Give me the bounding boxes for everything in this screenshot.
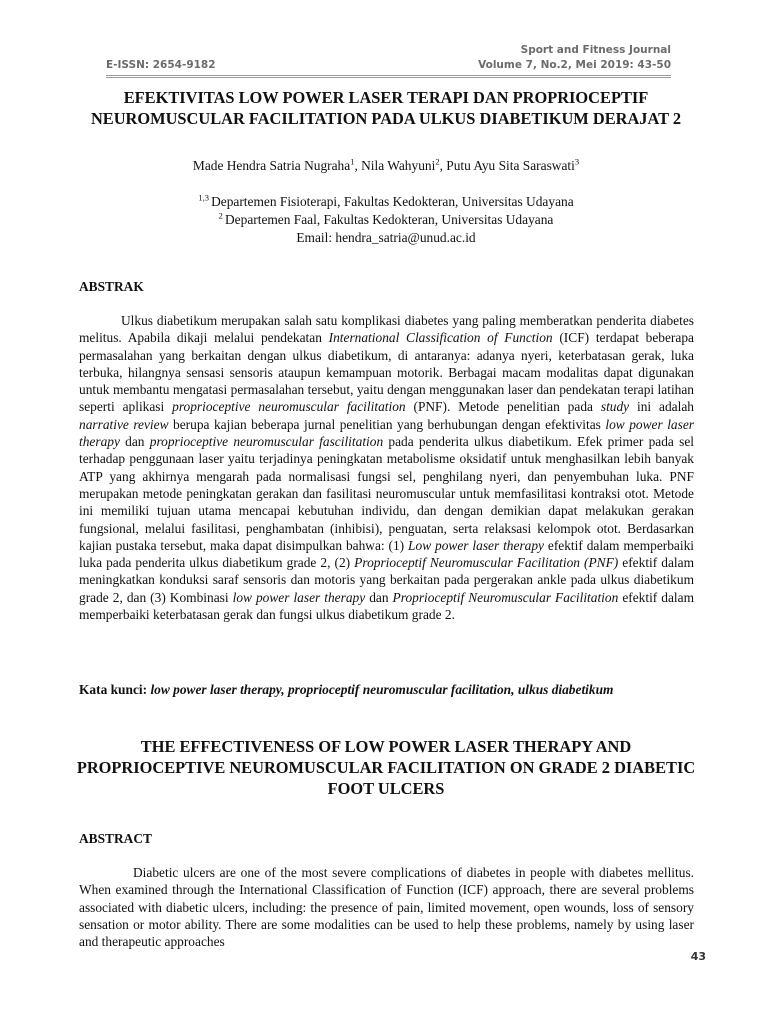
issn: E-ISSN: 2654-9182 — [106, 59, 216, 71]
abstrak-t3: (PNF). Metode penelitian pada — [405, 399, 601, 415]
abstract-paragraph: Diabetic ulcers are one of the most severe complications of diabetes in people with diabetes mellitus. When examined through the International Classification of Function (ICF) approach, there are several problems associated with diabetic ulcers, including: the presence of pain, limited movement, open wounds, loss of sensory sensation or motor ability. There are some modalities can be used to help these problems, namely by using laser and therapeutic approaches — [79, 865, 694, 950]
author-2-sup: 2 — [435, 156, 440, 167]
title-english: THE EFFECTIVENESS OF LOW POWER LASER THERAPY AND PROPRIOCEPTIVE NEUROMUSCULAR FACILITATION ON GRADE 2 DIABETIC FOOT ULCERS — [76, 737, 696, 798]
abstrak-t5: berupa kajian beberapa jurnal penelitian yang berhubungan dengan efektivitas — [168, 416, 606, 432]
abstrak-t9: efektif dalam meningkatkan konduksi saraf sensoris dan motoris yang berkaitan pada pergerakan ankle pada ulkus diabetikum grade 2, dan (3) Kombinasi — [79, 555, 694, 605]
authors — [70, 158, 702, 174]
page-number: 43 — [690, 950, 706, 963]
affiliation-2 — [70, 211, 702, 229]
affiliation-2-sup: 2 — [218, 210, 226, 221]
abstrak-t11: efektif dalam memperbaiki keterbatasan gerak dan fungsi ulkus diabetikum grade 2. — [79, 589, 694, 623]
abstrak-i7: Low power laser therapy — [408, 537, 544, 553]
abstrak-i8: Proprioceptif Neuromuscular Facilitation (PNF) — [354, 555, 619, 571]
volume-info: Volume 7, No.2, Mei 2019: 43-50 — [478, 59, 671, 71]
abstrak-t10: dan — [365, 589, 393, 605]
abstrak-paragraph — [79, 312, 694, 623]
abstrak-i6: proprioceptive neuromuscular fascilitation — [149, 434, 384, 450]
affiliation-2-text: Departemen Faal, Fakultas Kedokteran, Universitas Udayana — [225, 212, 554, 227]
abstrak-t1: Ulkus diabetikum merupakan salah satu komplikasi diabetes yang paling memberatkan penderita diabetes melitus. Apabila dikaji melalui pendekatan — [79, 313, 694, 346]
header-rule — [106, 75, 671, 76]
abstrak-i4: narrative review — [79, 416, 169, 432]
affiliation-1-sup: 1,3 — [198, 192, 212, 203]
author-3-sup: 3 — [574, 156, 580, 167]
author-1: Made Hendra Satria Nugraha — [192, 158, 351, 173]
abstrak-i3: study — [600, 399, 630, 415]
email: Email: hendra_satria@unud.ac.id — [296, 230, 476, 245]
abstrak-i5: low power laser therapy — [79, 416, 694, 450]
affiliation-1-text: Departemen Fisioterapi, Fakultas Kedokteran, Universitas Udayana — [211, 194, 574, 209]
abstract-heading: ABSTRACT — [79, 831, 152, 846]
abstrak-t4: ini adalah — [629, 399, 694, 415]
abstrak-t7: pada penderita ulkus diabetikum. Efek primer pada sel terhadap penggunaan laser yaitu terjadinya peningkatan metabolisme oksidatif untuk menghasilkan lebih banyak ATP yang akhirnya mengarah pada normalisasi fungsi sel, penghilang nyeri, dan penyembuhan luka. PNF merupakan metode peningkatan gerakan dan fasilitasi neuromuscular untuk memfasilitasi kontraksi otot. Metode ini memiliki tujuan utama mencapai kebutuhan individu, dan dengan demikian dapat melakukan gerakan fungsional, melalui fasilitasi, penghambatan (inhibisi), penguatan, serta relaksasi kelompok otot. Berdasarkan kajian pustaka tersebut, maka dapat disimpulkan bahwa: (1) — [79, 434, 694, 553]
keywords-label: Kata kunci: — [79, 682, 151, 697]
title-indonesian: EFEKTIVITAS LOW POWER LASER TERAPI DAN PROPRIOCEPTIF NEUROMUSCULAR FACILITATION PADA ULKUS DIABETIKUM DERAJAT 2 — [90, 88, 682, 128]
abstrak-t6: dan — [119, 434, 150, 450]
header-rule-2 — [106, 77, 671, 78]
keywords — [79, 682, 719, 698]
keywords-value: low power laser therapy, proprioceptif neuromuscular facilitation, ulkus diabetikum — [150, 682, 614, 697]
journal-name: Sport and Fitness Journal — [520, 44, 671, 56]
author-2: , Nila Wahyuni — [354, 158, 436, 173]
abstrak-i1: International Classification of Function — [328, 330, 553, 346]
affiliation-1 — [70, 193, 702, 211]
abstrak-i2: proprioceptive neuromuscular facilitation — [172, 399, 406, 415]
abstrak-t8: efektif dalam memperbaiki luka pada penderita ulkus diabetikum grade 2, (2) — [79, 537, 694, 571]
abstrak-t2: (ICF) terdapat beberapa permasalahan yang berkaitan dengan ulkus diabetikum, di antaranya: adanya nyeri, keterbatasan gerak, luka terbuka, hilangnya sensasi sensoris ataupun kemampuan motorik. Berbagai macam modalitas dapat digunakan untuk membantu mengatasi permasalahan tersebut, yaitu dengan menggunakan laser dan pendekatan terapi latihan seperti aplikasi — [79, 330, 694, 415]
author-1-sup: 1 — [350, 156, 355, 167]
author-3: , Putu Ayu Sita Saraswati — [439, 158, 575, 173]
abstrak-heading: ABSTRAK — [79, 279, 144, 294]
abstrak-i10: Proprioceptif Neuromuscular Facilitation — [392, 589, 619, 605]
abstrak-i9: low power laser therapy — [232, 589, 366, 605]
